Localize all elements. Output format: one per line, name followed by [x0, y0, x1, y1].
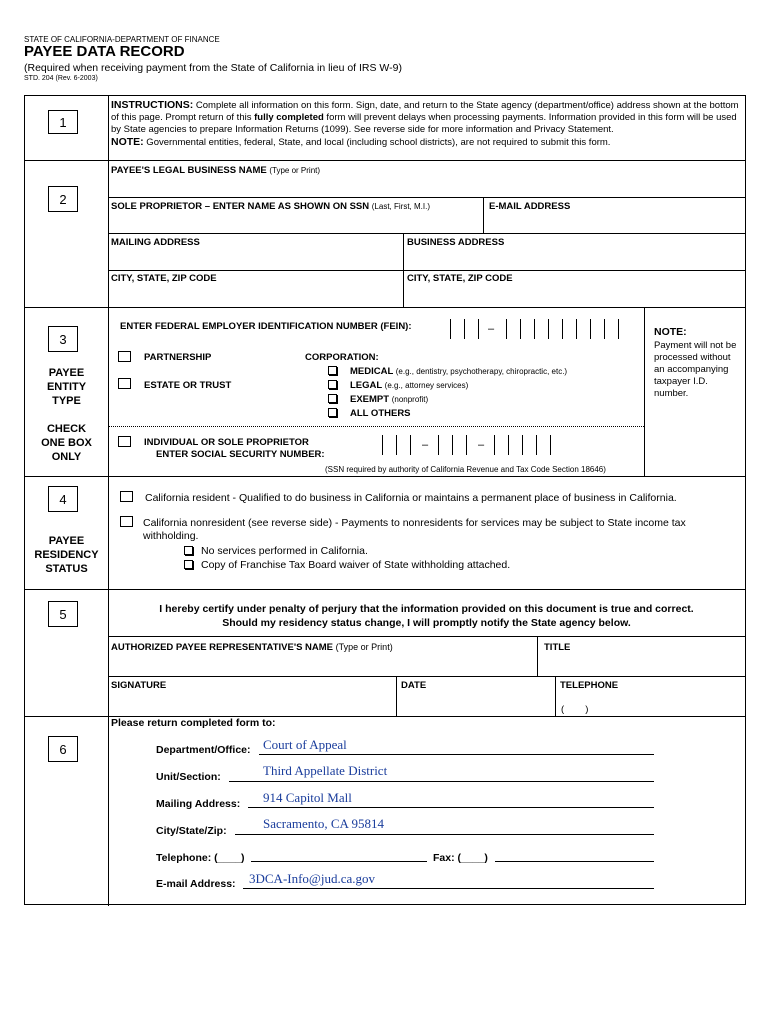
- medical-label: MEDICAL (e.g., dentistry, psychotherapy, chiropractic, etc.): [350, 366, 568, 377]
- nonresident-label: California nonresident (see reverse side) - Payments to nonresidents for services may be subject to State income tax withholding.: [143, 517, 686, 542]
- section-1-number: 1: [48, 110, 78, 134]
- no-services-checkbox[interactable]: [184, 546, 193, 555]
- fein-input[interactable]: –: [450, 319, 630, 339]
- signature-label: SIGNATURE: [111, 680, 167, 691]
- city-state-zip-label-1: CITY, STATE, ZIP CODE: [111, 273, 217, 284]
- section-5-number: 5: [48, 601, 78, 627]
- city-state-zip-return-value: Sacramento, CA 95814: [263, 816, 384, 831]
- unit-value: Third Appellate District: [263, 763, 388, 778]
- ssn-input[interactable]: – –: [382, 435, 552, 455]
- instructions-label: INSTRUCTIONS:: [111, 99, 194, 111]
- email-divider: [483, 197, 484, 233]
- divider-2c: [108, 270, 745, 271]
- legal-label: LEGAL (e.g., attorney services): [350, 380, 469, 391]
- divider-4: [25, 589, 745, 590]
- agency-name: STATE OF CALIFORNIA-DEPARTMENT OF FINANCE: [24, 35, 220, 44]
- department-field[interactable]: [259, 754, 654, 755]
- instructions-bold: fully completed: [254, 112, 324, 123]
- payee-residency-label: PAYEE RESIDENCY STATUS: [34, 535, 99, 575]
- payment-note-text: Payment will not be processed without an accompanying taxpayer I.D. number.: [654, 340, 737, 399]
- section-2-number: 2: [48, 186, 78, 212]
- divider-1: [25, 160, 745, 161]
- email-label: E-MAIL ADDRESS: [489, 201, 571, 212]
- individual-label: INDIVIDUAL OR SOLE PROPRIETOR: [144, 437, 309, 448]
- all-others-label: ALL OTHERS: [350, 408, 411, 419]
- partnership-checkbox[interactable]: [118, 351, 131, 362]
- fax-label: Fax: (____): [433, 852, 488, 864]
- divider-2b: [108, 233, 745, 234]
- corporation-label: CORPORATION:: [305, 352, 379, 363]
- nonresident-checkbox[interactable]: [120, 516, 133, 527]
- medical-checkbox[interactable]: [328, 366, 337, 375]
- section-4-number: 4: [48, 486, 78, 512]
- form-subtitle: (Required when receiving payment from the State of California in lieu of IRS W-9): [24, 62, 402, 74]
- department-label: Department/Office:: [156, 744, 251, 756]
- ssn-label: ENTER SOCIAL SECURITY NUMBER:: [156, 449, 325, 460]
- mailing-address-label: MAILING ADDRESS: [111, 237, 200, 248]
- title-label: TITLE: [544, 642, 571, 653]
- department-value: Court of Appeal: [263, 737, 347, 752]
- no-services-label: No services performed in California.: [201, 545, 368, 557]
- divider-5a: [108, 636, 745, 637]
- payee-form: [24, 95, 746, 905]
- form-title: PAYEE DATA RECORD: [24, 43, 185, 60]
- legal-checkbox[interactable]: [328, 380, 337, 389]
- telephone-parens: ( ): [561, 704, 589, 715]
- instructions-part2: form will prevent delays when processing payments. Information provided in this form will be used by State agencies to prepare Information Returns (1099). See reverse side for more information and Privacy Statement.: [111, 112, 737, 135]
- exempt-checkbox[interactable]: [328, 394, 337, 403]
- note-text: Governmental entities, federal, State, and local (including school districts), are not required to submit this form.: [143, 137, 611, 148]
- telephone-divider: [555, 676, 556, 716]
- certification-text: I hereby certify under penalty of perjury that the information provided on this document is true and correct. Should my residency status change, I will promptly notify the State agency below.: [159, 603, 694, 629]
- estate-trust-checkbox[interactable]: [118, 378, 131, 389]
- fein-label: ENTER FEDERAL EMPLOYER IDENTIFICATION NUMBER (FEIN):: [120, 321, 412, 332]
- form-number: STD. 204 (Rev. 6-2003): [24, 75, 98, 82]
- instructions-text: [111, 99, 741, 149]
- partnership-label: PARTNERSHIP: [144, 352, 212, 363]
- unit-field[interactable]: [229, 781, 654, 782]
- return-to-label: Please return completed form to:: [111, 717, 276, 729]
- divider-5b: [108, 676, 745, 677]
- unit-label: Unit/Section:: [156, 771, 221, 783]
- divider-2: [25, 307, 745, 308]
- telephone-return-field[interactable]: [251, 861, 427, 862]
- instructions-part1: Complete all information on this form. Sign, date, and return to the State agency (department/office) address shown at the bottom of this page. Prompt return of this: [111, 100, 739, 123]
- note-divider: [644, 307, 645, 476]
- date-label: DATE: [401, 680, 427, 691]
- estate-trust-label: ESTATE OR TRUST: [144, 380, 232, 391]
- resident-label: California resident - Qualified to do business in California or maintains a permanent place of business in California.: [145, 492, 677, 504]
- mailing-address-return-value: 914 Capitol Mall: [263, 790, 352, 805]
- business-address-label: BUSINESS ADDRESS: [407, 237, 505, 248]
- left-column-divider: [108, 96, 109, 906]
- telephone-label: TELEPHONE: [560, 680, 619, 691]
- email-return-label: E-mail Address:: [156, 878, 236, 890]
- section-6-number: 6: [48, 736, 78, 762]
- exempt-label: EXEMPT (nonprofit): [350, 394, 429, 405]
- title-divider: [537, 636, 538, 676]
- date-divider: [396, 676, 397, 716]
- city-state-zip-return-field[interactable]: [235, 834, 654, 835]
- email-return-value: 3DCA-Info@jud.ca.gov: [249, 871, 376, 886]
- note-label: NOTE:: [111, 136, 144, 148]
- rep-name-label: AUTHORIZED PAYEE REPRESENTATIVE'S NAME (Type or Print): [111, 642, 393, 653]
- ssn-note: (SSN required by authority of California Revenue and Tax Code Section 18646): [325, 465, 606, 474]
- city-state-zip-label-2: CITY, STATE, ZIP CODE: [407, 273, 513, 284]
- check-one-box-label: CHECK ONE BOX ONLY: [41, 423, 92, 463]
- payment-note-title: NOTE:: [654, 326, 687, 338]
- payee-entity-type-label: PAYEE ENTITY TYPE: [46, 367, 87, 407]
- divider-3a: [108, 426, 644, 427]
- city-state-zip-return-label: City/State/Zip:: [156, 825, 227, 837]
- telephone-return-label: Telephone: (____): [156, 852, 245, 864]
- divider-3: [25, 476, 745, 477]
- sole-prop-label: SOLE PROPRIETOR – ENTER NAME AS SHOWN ON SSN (Last, First, M.I.): [111, 201, 430, 212]
- individual-checkbox[interactable]: [118, 436, 131, 447]
- waiver-label: Copy of Franchise Tax Board waiver of State withholding attached.: [201, 559, 511, 571]
- mailing-address-return-label: Mailing Address:: [156, 798, 241, 810]
- section-3-number: 3: [48, 326, 78, 352]
- legal-name-label: PAYEE'S LEGAL BUSINESS NAME (Type or Print): [111, 165, 321, 176]
- waiver-checkbox[interactable]: [184, 560, 193, 569]
- all-others-checkbox[interactable]: [328, 408, 337, 417]
- email-return-field[interactable]: [243, 888, 654, 889]
- resident-checkbox[interactable]: [120, 491, 133, 502]
- fax-field[interactable]: [495, 861, 654, 862]
- divider-2a: [108, 197, 745, 198]
- mailing-address-return-field[interactable]: [248, 807, 654, 808]
